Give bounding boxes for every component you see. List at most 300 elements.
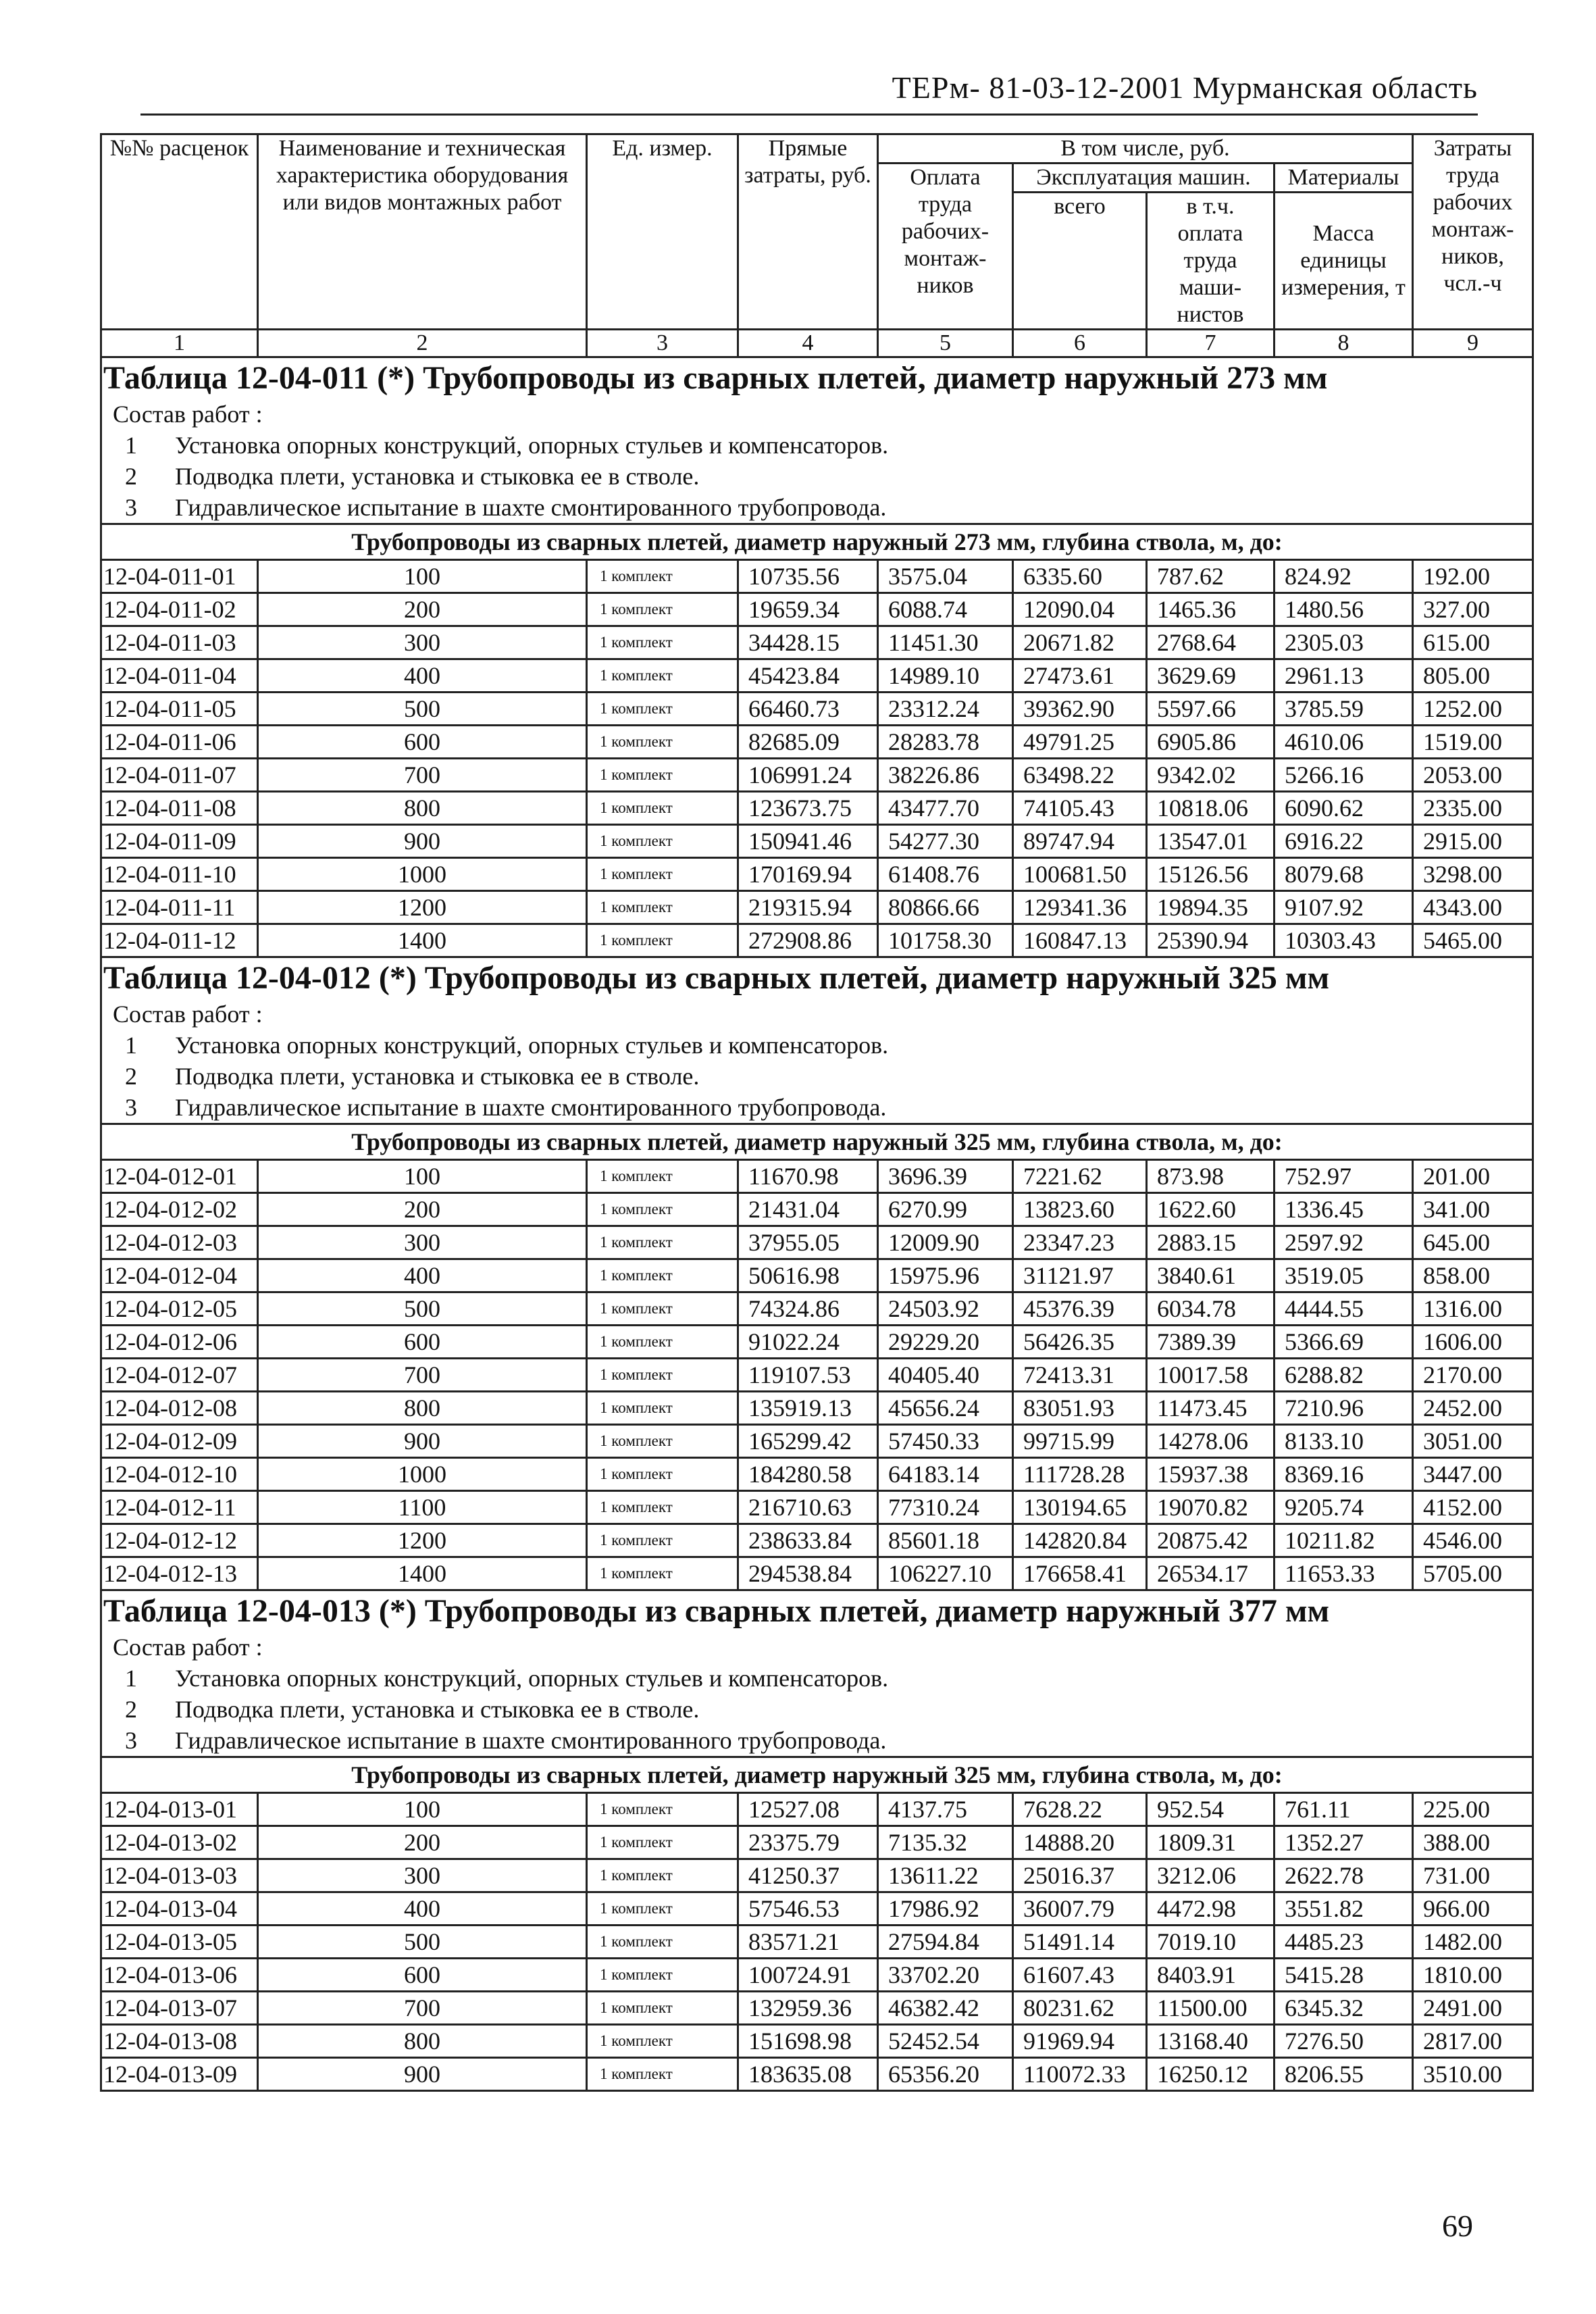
labor-cost: 192.00: [1413, 560, 1533, 593]
unit-value: 1 комплект: [587, 1193, 738, 1226]
rate-code: 12-04-013-09: [101, 2058, 258, 2091]
table-subheader: Трубопроводы из сварных плетей, диаметр наружный 273 мм, глубина ствола, м, до:: [101, 524, 1533, 560]
unit-value: 1 комплект: [587, 693, 738, 726]
table-row: [101, 1292, 1533, 1326]
table-row: [101, 1926, 1533, 1959]
table-row: [101, 1259, 1533, 1292]
subheader-row: [101, 524, 1533, 560]
unit-value: 1 комплект: [587, 1226, 738, 1259]
work-step: [102, 1030, 1532, 1061]
table-row: [101, 1992, 1533, 2025]
depth-value: 1400: [258, 1557, 587, 1590]
depth-value: 500: [258, 693, 587, 726]
work-step: [102, 1663, 1532, 1694]
depth-value: 1200: [258, 891, 587, 924]
table-subheader: Трубопроводы из сварных плетей, диаметр наружный 325 мм, глубина ствола, м, до:: [101, 1757, 1533, 1793]
labor-pay: 33702.20: [878, 1959, 1013, 1992]
labor-pay: 61408.76: [878, 858, 1013, 891]
rate-code: 12-04-013-04: [101, 1892, 258, 1926]
machines-labor: 3840.61: [1147, 1259, 1275, 1292]
depth-value: 800: [258, 1392, 587, 1425]
rate-code: 12-04-012-01: [101, 1160, 258, 1193]
step-number: 2: [125, 1696, 137, 1723]
subheader-row: [101, 1757, 1533, 1793]
composition-label: Состав работ :: [113, 1001, 263, 1028]
machines-total: 23347.23: [1013, 1226, 1147, 1259]
labor-pay: 6270.99: [878, 1193, 1013, 1226]
step-number: 1: [125, 1032, 137, 1059]
rate-code: 12-04-011-05: [101, 693, 258, 726]
machines-total: 63498.22: [1013, 759, 1147, 792]
table-row: [101, 1392, 1533, 1425]
machines-total: 51491.14: [1013, 1926, 1147, 1959]
table-row: [101, 693, 1533, 726]
direct-cost: 66460.73: [738, 693, 878, 726]
direct-cost: 83571.21: [738, 1926, 878, 1959]
unit-value: 1 комплект: [587, 1859, 738, 1892]
unit-value: 1 комплект: [587, 560, 738, 593]
labor-cost: 2335.00: [1413, 792, 1533, 825]
labor-cost: 5705.00: [1413, 1557, 1533, 1590]
unit-value: 1 комплект: [587, 1458, 738, 1491]
labor-pay: 28283.78: [878, 726, 1013, 759]
materials-cost: 4485.23: [1275, 1926, 1413, 1959]
labor-pay: 65356.20: [878, 2058, 1013, 2091]
labor-pay: 57450.33: [878, 1425, 1013, 1458]
depth-value: 500: [258, 1292, 587, 1326]
materials-cost: 11653.33: [1275, 1557, 1413, 1590]
labor-cost: 2817.00: [1413, 2025, 1533, 2058]
depth-value: 1000: [258, 1458, 587, 1491]
table-row: [101, 1491, 1533, 1524]
step-number: 3: [125, 1727, 137, 1754]
unit-value: 1 комплект: [587, 659, 738, 693]
step-text: Подводка плети, установка и стыковка ее в стволе.: [175, 1696, 700, 1723]
machines-total: 110072.33: [1013, 2058, 1147, 2091]
direct-cost: 45423.84: [738, 659, 878, 693]
col-num: 2: [258, 330, 587, 357]
rate-code: 12-04-012-13: [101, 1557, 258, 1590]
rate-code: 12-04-011-08: [101, 792, 258, 825]
machines-total: 83051.93: [1013, 1392, 1147, 1425]
materials-cost: 6345.32: [1275, 1992, 1413, 2025]
table-row: [101, 659, 1533, 693]
col-num: 9: [1413, 330, 1533, 357]
rate-code: 12-04-011-12: [101, 924, 258, 957]
machines-labor: 3212.06: [1147, 1859, 1275, 1892]
step-number: 2: [125, 1063, 137, 1090]
machines-labor: 16250.12: [1147, 2058, 1275, 2091]
materials-cost: 2622.78: [1275, 1859, 1413, 1892]
unit-value: 1 комплект: [587, 593, 738, 626]
table-row: [101, 626, 1533, 659]
materials-cost: 7210.96: [1275, 1392, 1413, 1425]
direct-cost: 50616.98: [738, 1259, 878, 1292]
rate-code: 12-04-013-05: [101, 1926, 258, 1959]
direct-cost: 12527.08: [738, 1793, 878, 1826]
depth-value: 900: [258, 825, 587, 858]
direct-cost: 41250.37: [738, 1859, 878, 1892]
section-title: Таблица 12-04-013 (*) Трубопроводы из сварных плетей, диаметр наружный 377 мм: [103, 1593, 1330, 1629]
depth-value: 800: [258, 792, 587, 825]
direct-cost: 21431.04: [738, 1193, 878, 1226]
machines-labor: 873.98: [1147, 1160, 1275, 1193]
col-header-incl: В том числе, руб.: [878, 134, 1413, 164]
machines-total: 31121.97: [1013, 1259, 1147, 1292]
unit-value: 1 комплект: [587, 1959, 738, 1992]
rate-code: 12-04-012-05: [101, 1292, 258, 1326]
rate-code: 12-04-012-09: [101, 1425, 258, 1458]
machines-total: 91969.94: [1013, 2025, 1147, 2058]
machines-total: 49791.25: [1013, 726, 1147, 759]
machines-labor: 14278.06: [1147, 1425, 1275, 1458]
table-row: [101, 1793, 1533, 1826]
direct-cost: 170169.94: [738, 858, 878, 891]
materials-cost: 6090.62: [1275, 792, 1413, 825]
unit-value: 1 комплект: [587, 891, 738, 924]
materials-cost: 752.97: [1275, 1160, 1413, 1193]
depth-value: 900: [258, 2058, 587, 2091]
rate-code: 12-04-011-09: [101, 825, 258, 858]
machines-total: 80231.62: [1013, 1992, 1147, 2025]
unit-value: 1 комплект: [587, 1326, 738, 1359]
labor-pay: 4137.75: [878, 1793, 1013, 1826]
depth-value: 1400: [258, 924, 587, 957]
machines-total: 6335.60: [1013, 560, 1147, 593]
direct-cost: 74324.86: [738, 1292, 878, 1326]
machines-total: 56426.35: [1013, 1326, 1147, 1359]
labor-pay: 6088.74: [878, 593, 1013, 626]
depth-value: 100: [258, 1160, 587, 1193]
step-number: 1: [125, 1665, 137, 1692]
labor-cost: 1482.00: [1413, 1926, 1533, 1959]
unit-value: 1 комплект: [587, 1524, 738, 1557]
direct-cost: 272908.86: [738, 924, 878, 957]
depth-value: 500: [258, 1926, 587, 1959]
materials-cost: 4444.55: [1275, 1292, 1413, 1326]
materials-cost: 7276.50: [1275, 2025, 1413, 2058]
direct-cost: 10735.56: [738, 560, 878, 593]
unit-value: 1 комплект: [587, 1793, 738, 1826]
depth-value: 1100: [258, 1491, 587, 1524]
step-text: Гидравлическое испытание в шахте смонтированного трубопровода.: [175, 494, 887, 521]
table-row: [101, 1193, 1533, 1226]
table-row: [101, 2058, 1533, 2091]
machines-labor: 6905.86: [1147, 726, 1275, 759]
unit-value: 1 комплект: [587, 626, 738, 659]
machines-total: 12090.04: [1013, 593, 1147, 626]
labor-cost: 2170.00: [1413, 1359, 1533, 1392]
machines-total: 13823.60: [1013, 1193, 1147, 1226]
table-row: [101, 2025, 1533, 2058]
rate-code: 12-04-011-06: [101, 726, 258, 759]
machines-labor: 8403.91: [1147, 1959, 1275, 1992]
materials-cost: 9107.92: [1275, 891, 1413, 924]
labor-pay: 85601.18: [878, 1524, 1013, 1557]
header-row-1: [101, 134, 1533, 164]
labor-pay: 7135.32: [878, 1826, 1013, 1859]
machines-total: 176658.41: [1013, 1557, 1147, 1590]
labor-cost: 3298.00: [1413, 858, 1533, 891]
depth-value: 900: [258, 1425, 587, 1458]
labor-pay: 11451.30: [878, 626, 1013, 659]
rate-code: 12-04-013-08: [101, 2025, 258, 2058]
labor-pay: 24503.92: [878, 1292, 1013, 1326]
unit-value: 1 комплект: [587, 1392, 738, 1425]
direct-cost: 132959.36: [738, 1992, 878, 2025]
machines-total: 99715.99: [1013, 1425, 1147, 1458]
depth-value: 1000: [258, 858, 587, 891]
rate-code: 12-04-013-02: [101, 1826, 258, 1859]
unit-value: 1 комплект: [587, 1359, 738, 1392]
materials-cost: 1480.56: [1275, 593, 1413, 626]
col-header-code: №№ расценок: [101, 134, 258, 330]
section-header: [101, 1590, 1533, 1757]
direct-cost: 91022.24: [738, 1326, 878, 1359]
direct-cost: 119107.53: [738, 1359, 878, 1392]
unit-value: 1 комплект: [587, 825, 738, 858]
machines-labor: 11500.00: [1147, 1992, 1275, 2025]
col-header-unit: Ед. измер.: [587, 134, 738, 330]
work-step: [102, 1725, 1532, 1756]
table-row: [101, 1326, 1533, 1359]
unit-value: 1 комплект: [587, 2058, 738, 2091]
table-row: [101, 1458, 1533, 1491]
labor-cost: 1810.00: [1413, 1959, 1533, 1992]
depth-value: 300: [258, 626, 587, 659]
labor-pay: 64183.14: [878, 1458, 1013, 1491]
table-row: [101, 1826, 1533, 1859]
table-row: [101, 891, 1533, 924]
direct-cost: 183635.08: [738, 2058, 878, 2091]
labor-pay: 29229.20: [878, 1326, 1013, 1359]
labor-cost: 3051.00: [1413, 1425, 1533, 1458]
section-title: Таблица 12-04-011 (*) Трубопроводы из сварных плетей, диаметр наружный 273 мм: [103, 360, 1328, 396]
labor-pay: 13611.22: [878, 1859, 1013, 1892]
labor-cost: 858.00: [1413, 1259, 1533, 1292]
depth-value: 600: [258, 726, 587, 759]
direct-cost: 82685.09: [738, 726, 878, 759]
labor-pay: 3575.04: [878, 560, 1013, 593]
machines-total: 25016.37: [1013, 1859, 1147, 1892]
labor-pay: 45656.24: [878, 1392, 1013, 1425]
labor-cost: 388.00: [1413, 1826, 1533, 1859]
direct-cost: 37955.05: [738, 1226, 878, 1259]
labor-cost: 5465.00: [1413, 924, 1533, 957]
direct-cost: 19659.34: [738, 593, 878, 626]
labor-cost: 2452.00: [1413, 1392, 1533, 1425]
table-row: [101, 1892, 1533, 1926]
depth-value: 400: [258, 1892, 587, 1926]
materials-cost: 3519.05: [1275, 1259, 1413, 1292]
rate-code: 12-04-011-04: [101, 659, 258, 693]
col-num: 1: [101, 330, 258, 357]
table-row: [101, 1425, 1533, 1458]
col-num: 7: [1147, 330, 1275, 357]
machines-labor: 9342.02: [1147, 759, 1275, 792]
work-step: [102, 461, 1532, 492]
labor-pay: 43477.70: [878, 792, 1013, 825]
col-header-mass: Масса единицы измерения, т: [1275, 193, 1413, 330]
depth-value: 700: [258, 759, 587, 792]
unit-value: 1 комплект: [587, 1926, 738, 1959]
labor-cost: 1252.00: [1413, 693, 1533, 726]
subheader-row: [101, 1124, 1533, 1160]
labor-cost: 2053.00: [1413, 759, 1533, 792]
machines-total: 100681.50: [1013, 858, 1147, 891]
machines-total: 7221.62: [1013, 1160, 1147, 1193]
direct-cost: 34428.15: [738, 626, 878, 659]
machines-total: 45376.39: [1013, 1292, 1147, 1326]
table-row: [101, 1859, 1533, 1892]
direct-cost: 150941.46: [738, 825, 878, 858]
labor-cost: 327.00: [1413, 593, 1533, 626]
step-text: Установка опорных конструкций, опорных стульев и компенсаторов.: [175, 432, 889, 459]
labor-cost: 1519.00: [1413, 726, 1533, 759]
unit-value: 1 комплект: [587, 1160, 738, 1193]
materials-cost: 8206.55: [1275, 2058, 1413, 2091]
materials-cost: 1336.45: [1275, 1193, 1413, 1226]
labor-cost: 1606.00: [1413, 1326, 1533, 1359]
work-step: [102, 1694, 1532, 1725]
labor-pay: 3696.39: [878, 1160, 1013, 1193]
col-header-materials: Материалы: [1275, 164, 1413, 193]
table-row: [101, 825, 1533, 858]
depth-value: 200: [258, 593, 587, 626]
composition-label: Состав работ :: [113, 401, 263, 428]
materials-cost: 10211.82: [1275, 1524, 1413, 1557]
rates-table: [100, 133, 1534, 2092]
labor-cost: 1316.00: [1413, 1292, 1533, 1326]
materials-cost: 824.92: [1275, 560, 1413, 593]
col-header-machines-total: всего: [1013, 193, 1147, 330]
machines-total: 160847.13: [1013, 924, 1147, 957]
machines-labor: 7389.39: [1147, 1326, 1275, 1359]
direct-cost: 238633.84: [738, 1524, 878, 1557]
machines-total: 142820.84: [1013, 1524, 1147, 1557]
step-number: 2: [125, 463, 137, 490]
depth-value: 600: [258, 1959, 587, 1992]
rate-code: 12-04-012-10: [101, 1458, 258, 1491]
machines-labor: 952.54: [1147, 1793, 1275, 1826]
labor-cost: 805.00: [1413, 659, 1533, 693]
direct-cost: 219315.94: [738, 891, 878, 924]
labor-pay: 106227.10: [878, 1557, 1013, 1590]
materials-cost: 1352.27: [1275, 1826, 1413, 1859]
materials-cost: 3551.82: [1275, 1892, 1413, 1926]
step-number: 3: [125, 494, 137, 521]
labor-pay: 40405.40: [878, 1359, 1013, 1392]
step-number: 1: [125, 432, 137, 459]
table-subheader: Трубопроводы из сварных плетей, диаметр наружный 325 мм, глубина ствола, м, до:: [101, 1124, 1533, 1160]
labor-pay: 17986.92: [878, 1892, 1013, 1926]
labor-pay: 14989.10: [878, 659, 1013, 693]
depth-value: 1200: [258, 1524, 587, 1557]
table-row: [101, 726, 1533, 759]
materials-cost: 5415.28: [1275, 1959, 1413, 1992]
unit-value: 1 комплект: [587, 1892, 738, 1926]
depth-value: 300: [258, 1859, 587, 1892]
machines-labor: 25390.94: [1147, 924, 1275, 957]
col-num: 4: [738, 330, 878, 357]
direct-cost: 216710.63: [738, 1491, 878, 1524]
machines-labor: 15126.56: [1147, 858, 1275, 891]
labor-cost: 2491.00: [1413, 1992, 1533, 2025]
labor-cost: 341.00: [1413, 1193, 1533, 1226]
direct-cost: 57546.53: [738, 1892, 878, 1926]
rate-code: 12-04-012-03: [101, 1226, 258, 1259]
labor-pay: 101758.30: [878, 924, 1013, 957]
machines-total: 129341.36: [1013, 891, 1147, 924]
materials-cost: 2597.92: [1275, 1226, 1413, 1259]
step-text: Установка опорных конструкций, опорных стульев и компенсаторов.: [175, 1032, 889, 1059]
materials-cost: 761.11: [1275, 1793, 1413, 1826]
direct-cost: 123673.75: [738, 792, 878, 825]
section-title: Таблица 12-04-012 (*) Трубопроводы из сварных плетей, диаметр наружный 325 мм: [103, 960, 1330, 996]
labor-pay: 80866.66: [878, 891, 1013, 924]
rate-code: 12-04-011-02: [101, 593, 258, 626]
labor-cost: 201.00: [1413, 1160, 1533, 1193]
labor-cost: 4343.00: [1413, 891, 1533, 924]
machines-labor: 13547.01: [1147, 825, 1275, 858]
labor-cost: 2915.00: [1413, 825, 1533, 858]
labor-cost: 3447.00: [1413, 1458, 1533, 1491]
machines-labor: 13168.40: [1147, 2025, 1275, 2058]
machines-total: 39362.90: [1013, 693, 1147, 726]
unit-value: 1 комплект: [587, 1992, 738, 2025]
machines-labor: 1622.60: [1147, 1193, 1275, 1226]
unit-value: 1 комплект: [587, 1826, 738, 1859]
step-number: 3: [125, 1094, 137, 1121]
machines-labor: 1809.31: [1147, 1826, 1275, 1859]
direct-cost: 23375.79: [738, 1826, 878, 1859]
machines-total: 36007.79: [1013, 1892, 1147, 1926]
machines-labor: 11473.45: [1147, 1392, 1275, 1425]
machines-labor: 10818.06: [1147, 792, 1275, 825]
machines-labor: 20875.42: [1147, 1524, 1275, 1557]
work-step: [102, 1061, 1532, 1092]
machines-labor: 3629.69: [1147, 659, 1275, 693]
step-text: Установка опорных конструкций, опорных стульев и компенсаторов.: [175, 1665, 889, 1692]
column-number-row: [101, 330, 1533, 357]
machines-labor: 787.62: [1147, 560, 1275, 593]
direct-cost: 135919.13: [738, 1392, 878, 1425]
unit-value: 1 комплект: [587, 858, 738, 891]
col-header-machines-labor: в т.ч. оплата труда маши-нистов: [1147, 193, 1275, 330]
labor-pay: 23312.24: [878, 693, 1013, 726]
rate-code: 12-04-013-06: [101, 1959, 258, 1992]
materials-cost: 3785.59: [1275, 693, 1413, 726]
rate-code: 12-04-012-04: [101, 1259, 258, 1292]
materials-cost: 2961.13: [1275, 659, 1413, 693]
materials-cost: 5366.69: [1275, 1326, 1413, 1359]
rate-code: 12-04-011-03: [101, 626, 258, 659]
labor-cost: 4546.00: [1413, 1524, 1533, 1557]
table-row: [101, 1557, 1533, 1590]
machines-total: 14888.20: [1013, 1826, 1147, 1859]
labor-pay: 15975.96: [878, 1259, 1013, 1292]
unit-value: 1 комплект: [587, 1491, 738, 1524]
depth-value: 700: [258, 1359, 587, 1392]
col-num: 8: [1275, 330, 1413, 357]
depth-value: 600: [258, 1326, 587, 1359]
rate-code: 12-04-012-06: [101, 1326, 258, 1359]
labor-cost: 615.00: [1413, 626, 1533, 659]
labor-cost: 966.00: [1413, 1892, 1533, 1926]
unit-value: 1 комплект: [587, 759, 738, 792]
machines-labor: 19070.82: [1147, 1491, 1275, 1524]
col-num: 6: [1013, 330, 1147, 357]
